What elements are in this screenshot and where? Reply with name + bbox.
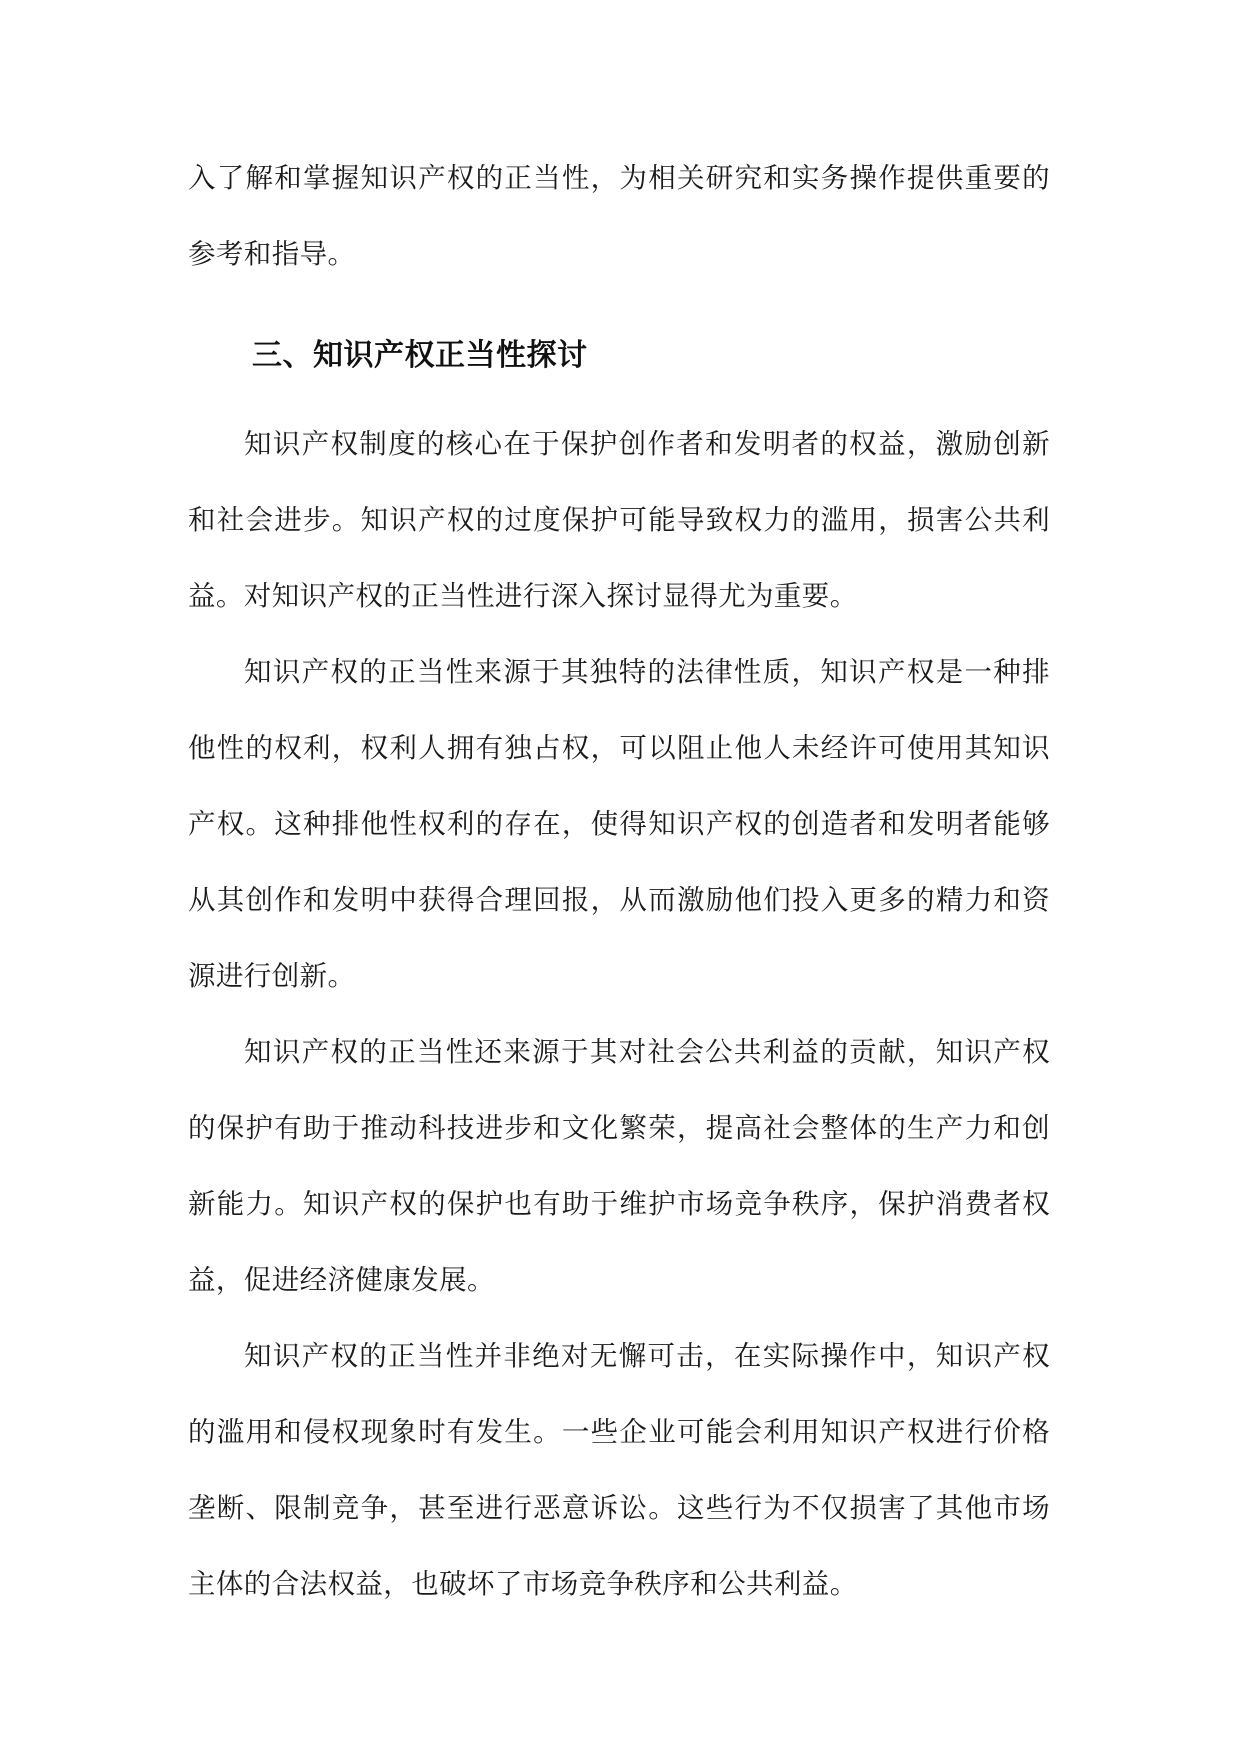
document-body <box>188 140 1050 1622</box>
body-paragraph-3: 知识产权的正当性还来源于其对社会公共利益的贡献，知识产权的保护有助于推动科技进步和文化繁荣，提高社会整体的生产力和创新能力。知识产权的保护也有助于维护市场竞争秩序，保护消费者权益，促进经济健康发展。 <box>188 1036 1050 1296</box>
body-paragraph-2: 知识产权的正当性来源于其独特的法律性质，知识产权是一种排他性的权利，权利人拥有独占权，可以阻止他人未经许可使用其知识产权。这种排他性权利的存在，使得知识产权的创造者和发明者能够从其创作和发明中获得合理回报，从而激励他们投入更多的精力和资源进行创新。 <box>188 656 1050 992</box>
body-paragraph-4: 知识产权的正当性并非绝对无懈可击，在实际操作中，知识产权的滥用和侵权现象时有发生。一些企业可能会利用知识产权进行价格垄断、限制竞争，甚至进行恶意诉讼。这些行为不仅损害了其他市场主体的合法权益，也破坏了市场竞争秩序和公共利益。 <box>188 1340 1050 1600</box>
section-heading: 三、知识产权正当性探讨 <box>252 338 588 373</box>
continuation-paragraph: 入了解和掌握知识产权的正当性，为相关研究和实务操作提供重要的参考和指导。 <box>188 162 1050 270</box>
body-paragraph-1: 知识产权制度的核心在于保护创作者和发明者的权益，激励创新和社会进步。知识产权的过度保护可能导致权力的滥用，损害公共利益。对知识产权的正当性进行深入探讨显得尤为重要。 <box>188 428 1050 612</box>
